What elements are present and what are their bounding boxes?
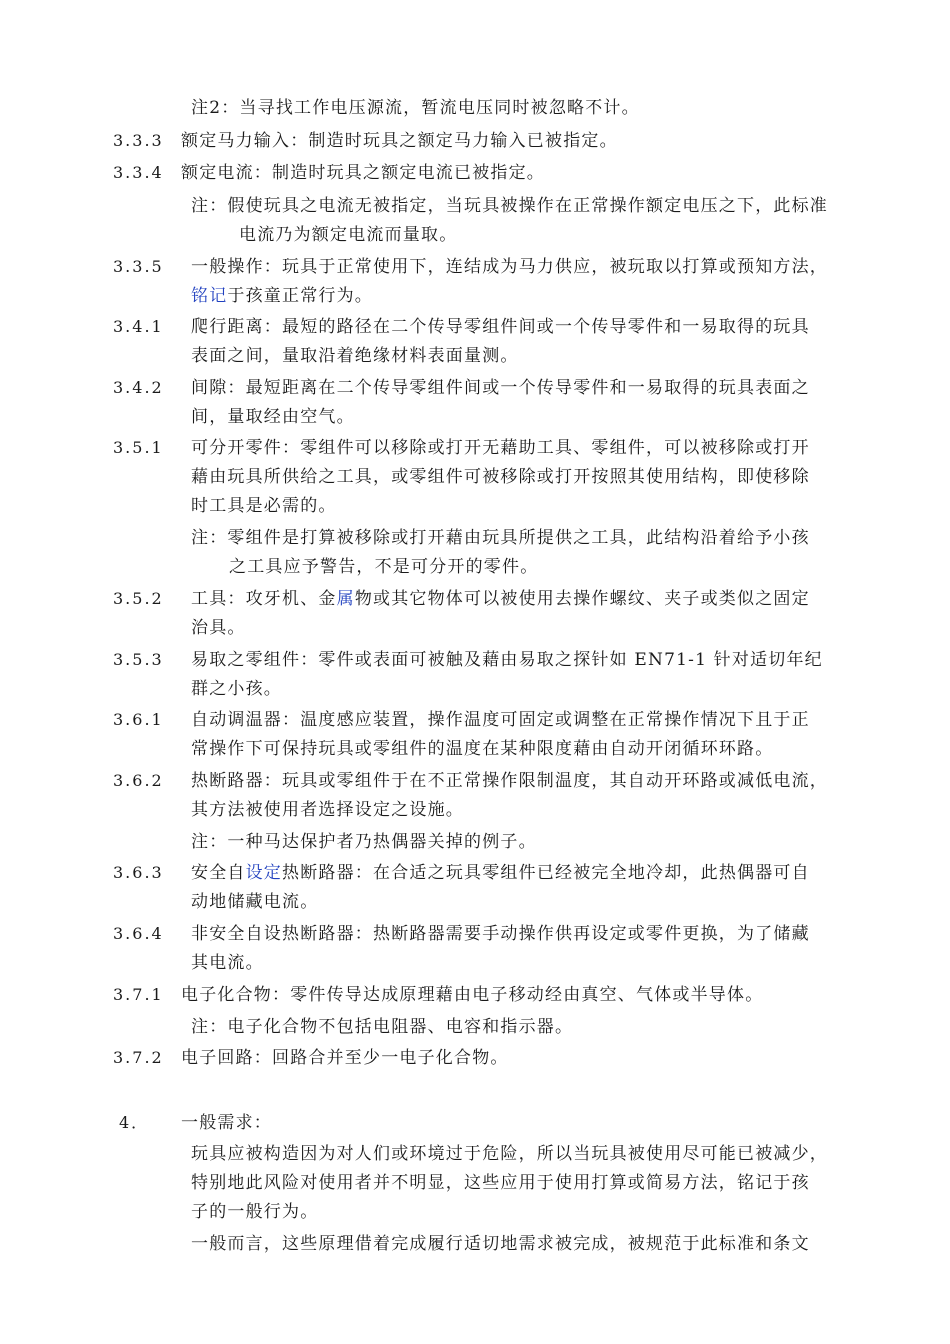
clause-number: 3.5.1 — [113, 438, 164, 457]
note-text: 注：电子化合物不包括电阻器、电容和指示器。 — [191, 1017, 574, 1037]
clause-text: 治具。 — [191, 618, 246, 638]
highlighted-text: 属 — [336, 589, 355, 609]
highlighted-text: 铭记 — [191, 286, 228, 306]
section-heading: 一般需求： — [181, 1113, 272, 1133]
clause-number: 3.4.1 — [113, 317, 164, 336]
clause-text: 群之小孩。 — [191, 679, 282, 699]
clause-text: 热断路器：玩具或零组件于在不正常操作限制温度，其自动开环路或减低电流， — [191, 771, 828, 791]
section-body: 特别地此风险对使用者并不明显，这些应用于使用打算或简易方法，铭记于孩 — [191, 1173, 810, 1193]
clause-text: 工具：攻牙机、金属物或其它物体可以被使用去操作螺纹、夹子或类似之固定 — [191, 589, 810, 609]
section-body: 子的一般行为。 — [191, 1202, 319, 1222]
clause-text: 时工具是必需的。 — [191, 496, 337, 516]
clause-text: 间，量取经由空气。 — [191, 407, 355, 427]
note-text: 注：假使玩具之电流无被指定，当玩具被操作在正常操作额定电压之下，此标准 — [191, 196, 828, 216]
clause-text: 动地储藏电流。 — [191, 892, 319, 912]
note-text: 电流乃为额定电流而量取。 — [239, 225, 458, 245]
clause-text: 藉由玩具所供给之工具，或零组件可被移除或打开按照其使用结构，即使移除 — [191, 467, 810, 487]
clause-text: 表面之间，量取沿着绝缘材料表面量测。 — [191, 346, 519, 366]
clause-text: 铭记于孩童正常行为。 — [191, 286, 374, 306]
clause-number: 3.3.4 — [113, 163, 164, 182]
clause-number: 3.6.3 — [113, 863, 164, 882]
clause-text: 额定马力输入：制造时玩具之额定马力输入已被指定。 — [181, 131, 618, 151]
clause-number: 3.4.2 — [113, 378, 164, 397]
section-body: 一般而言，这些原理借着完成履行适切地需求被完成，被规范于此标准和条文 — [191, 1234, 810, 1254]
highlighted-text: 设定 — [245, 863, 283, 883]
clause-text: 电子回路：回路合并至少一电子化合物。 — [181, 1048, 509, 1068]
clause-number: 3.6.2 — [113, 771, 164, 790]
clause-text: 常操作下可保持玩具或零组件的温度在某种限度藉由自动开闭循环环路。 — [191, 739, 774, 759]
section-body: 玩具应被构造因为对人们或环境过于危险，所以当玩具被使用尽可能已被减少， — [191, 1144, 828, 1164]
clause-text: 额定电流：制造时玩具之额定电流已被指定。 — [181, 163, 545, 183]
note-text: 注：零组件是打算被移除或打开藉由玩具所提供之工具，此结构沿着给予小孩 — [191, 528, 810, 548]
section-number: 4． — [119, 1113, 150, 1132]
clause-text: 可分开零件：零组件可以移除或打开无藉助工具、零组件，可以被移除或打开 — [191, 438, 810, 458]
clause-number: 3.6.4 — [113, 924, 164, 943]
clause-text: 其方法被使用者选择设定之设施。 — [191, 800, 464, 820]
clause-number: 3.6.1 — [113, 710, 164, 729]
clause-text: 爬行距离：最短的路径在二个传导零组件间或一个传导零件和一易取得的玩具 — [191, 317, 810, 337]
clause-text: 其电流。 — [191, 953, 264, 973]
clause-text: 一般操作：玩具于正常使用下，连结成为马力供应，被玩取以打算或预知方法， — [191, 257, 828, 277]
clause-number: 3.7.1 — [113, 985, 164, 1004]
clause-number: 3.3.5 — [113, 257, 164, 276]
clause-number: 3.5.2 — [113, 589, 164, 608]
clause-text: 间隙：最短距离在二个传导零组件间或一个传导零件和一易取得的玩具表面之 — [191, 378, 810, 398]
clause-text: 电子化合物：零件传导达成原理藉由电子移动经由真空、气体或半导体。 — [181, 985, 764, 1005]
clause-number: 3.7.2 — [113, 1048, 164, 1067]
clause-text: 自动调温器：温度感应装置，操作温度可固定或调整在正常操作情况下且于正 — [191, 710, 810, 730]
clause-text: 非安全自设热断路器：热断路器需要手动操作供再设定或零件更换，为了储藏 — [191, 924, 810, 944]
note-2: 注2：当寻找工作电压源流，暂流电压同时被忽略不计。 — [191, 98, 640, 118]
clause-number: 3.3.3 — [113, 131, 164, 150]
clause-number: 3.5.3 — [113, 650, 164, 669]
note-text: 之工具应予警告，不是可分开的零件。 — [229, 557, 539, 577]
note-text: 注：一种马达保护者乃热偶器关掉的例子。 — [191, 832, 537, 852]
clause-text: 易取之零组件：零件或表面可被触及藉由易取之探针如 EN71-1 针对适切年纪 — [191, 650, 823, 670]
clause-text: 安全自设定热断路器：在合适之玩具零组件已经被完全地冷却，此热偶器可自 — [191, 863, 810, 883]
